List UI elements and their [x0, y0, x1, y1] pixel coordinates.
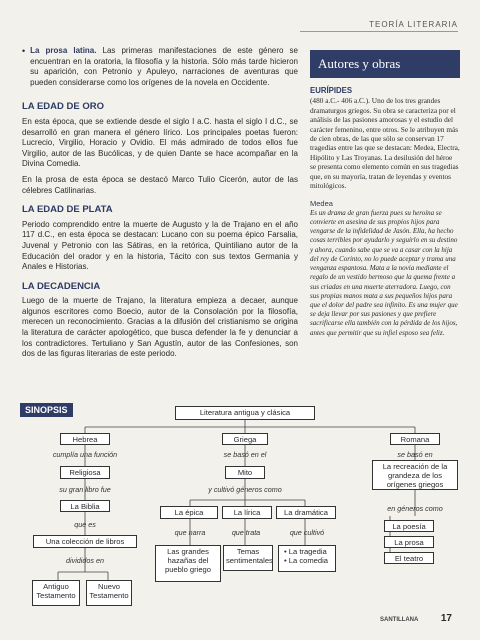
- epica-connector: que narra: [174, 528, 206, 537]
- edad-oro-paragraph-1: En esta época, que se extiende desde el siglo I a.C. hasta el siglo I d.C., se desarrolló en gran manera el género lírico. Los principales poetas fueron: Lucrecio, Virgilio, Horacio y Ovidio. El más admirado de todos ellos fue Virgilio, autor de las Bucólicas, y de quien Dante se hace acompañar en la Divina Comedia.: [22, 116, 298, 169]
- poesia-node: La poesía: [384, 520, 434, 532]
- antiguo-testamento-node: Antiguo Testamento: [32, 580, 80, 606]
- root-node: Literatura antigua y clásica: [175, 406, 315, 420]
- decadencia-paragraph: Luego de la muerte de Trajano, la literatura empieza a decaer, aunque algunos escritores como Boecio, autor de la Consolación por la filosofía, merecen un reconocimiento. Gracias a la difusión del cristianismo se origina la literatura de carácter apologético, que busca defender la fe y denunciar a los contradictores. Tertuliano y San Agustín, autor de las Confesiones, son dos de las figuras literarias de este periodo.: [22, 296, 298, 359]
- hebrea-node: Hebrea: [60, 433, 110, 445]
- medea-title: Medea: [310, 199, 333, 209]
- edad-oro-paragraph-2: En la prosa de esta época se destacó Marco Tulio Cicerón, autor de las célebres Catilinarias.: [22, 174, 298, 195]
- prosa-latina-title: La prosa latina.: [30, 46, 97, 55]
- edad-plata-paragraph: Periodo comprendido entre la muerte de Augusto y la de Trajano en el año 117 d.C., en esta época se destacan: Lucano con su poema épico Farsalia, Juvenal y Petronio con las Sátiras, en la retórica, Quintiliano autor de la Educación del orador y en la historia, Tácito con sus textos Germania y Anales e Historias.: [22, 219, 298, 272]
- hebrea-connector-1: cumplía una función: [52, 450, 118, 459]
- temas-node: Temas sentimentales: [223, 545, 273, 571]
- griega-node: Griega: [222, 433, 268, 445]
- romana-connector-2: en géneros como: [387, 504, 443, 513]
- coleccion-node: Una colección de libros: [33, 535, 137, 548]
- religiosa-node: Religiosa: [60, 466, 110, 479]
- romana-connector-1: se basó en: [397, 450, 433, 459]
- lirica-connector: que trata: [231, 528, 261, 537]
- header-rule: [300, 31, 458, 32]
- teatro-node: El teatro: [384, 552, 434, 564]
- tragedia-item: • La tragedia: [284, 547, 327, 556]
- lirica-node: La lírica: [222, 506, 272, 519]
- sinopsis-label: SINOPSIS: [20, 403, 73, 417]
- publisher-logo: SANTILLANA: [380, 617, 419, 623]
- dramatica-node: La dramática: [276, 506, 336, 519]
- prosa-latina-text: [30, 46, 298, 88]
- medea-description: Es un drama de gran fuerza pues su heroína se convierte en asesina de sus propios hijos para vengarse de la infidelidad de Jasón. Ella, ha hecho cosas terribles por ayudarlo y seguirlo en su destino y ahora, cuando sabe que se va a casar con la hija del rey de Corinto, no lo puede aceptar y trama una venganza espantosa. Mata a la novia mediante el regalo de un vestido hermoso que la quema frente a sus criadas en una muerte aterradora. Luego, con sus propias manos mata a sus pequeños hijos para que el dolor del padre sea infinito. Es una mujer que se deja llevar por sus pasiones y que prefiere sacrificarse ella también con la pérdida de los hijos, antes que permitir que su infiel esposo sea feliz.: [310, 208, 458, 337]
- biblia-node: La Biblia: [60, 500, 110, 512]
- author-description: (480 a.C.- 406 a.C.). Uno de los tres grandes dramaturgos griegos. Su obra se caracteriza por el análisis de las pasiones amorosas y el estudio del carácter femenino, entre otros. Se le atribuyen más de cien obras, de las que sólo se conservan 17 tragedias entre las que se destacan: Medea, Electra, Hipólito y Las Troyanas. La desilusión del héroe se presenta como elemento común en sus tragedias que, en su mayoría, tratan de leyendas y eventos mitológicos.: [310, 96, 460, 191]
- hebrea-connector-4: divididos en: [66, 556, 104, 565]
- main-column: [22, 46, 298, 365]
- section-title-edad-plata: LA EDAD DE PLATA: [22, 204, 113, 216]
- epica-node: La épica: [160, 506, 218, 519]
- section-title-decadencia: LA DECADENCIA: [22, 280, 101, 292]
- recreacion-node: La recreación de la grandeza de los orígenes griegos: [372, 460, 458, 490]
- mito-node: Mito: [225, 466, 265, 479]
- prosa-latina-body: Las primeras manifestaciones de este género se encuentran en la oratoria, la filosofía y la historia. Sólo más tarde hicieron su aparición, con Petronio y Apuleyo, narraciones de aventuras que pueden considerarse como los orígenes de la novela en Occidente.: [30, 46, 298, 87]
- hebrea-connector-3: que es: [74, 520, 96, 529]
- drama-types-node: [278, 545, 336, 572]
- bullet-icon: •: [22, 46, 26, 56]
- sidebar-autores: [310, 50, 460, 338]
- griega-connector-2: y cultivó géneros como: [208, 485, 282, 494]
- dramatica-connector: que cultivó: [289, 528, 325, 537]
- hazanas-node: Las grandes hazañas del pueblo griego: [155, 545, 221, 582]
- prosa-node: La prosa: [384, 536, 434, 548]
- romana-node: Romana: [390, 433, 440, 445]
- author-name: EURÍPIDES: [310, 86, 353, 95]
- nuevo-testamento-node: Nuevo Testamento: [86, 580, 132, 606]
- comedia-item: • La comedia: [284, 556, 329, 565]
- hebrea-connector-2: su gran libro fue: [59, 485, 111, 494]
- euripides-block: [310, 86, 460, 338]
- prosa-latina-item: [22, 46, 298, 93]
- autores-banner: Autores y obras: [310, 50, 460, 78]
- section-title-edad-oro: LA EDAD DE ORO: [22, 101, 104, 113]
- griega-connector-1: se basó en el: [223, 450, 267, 459]
- page-number: 17: [440, 613, 452, 624]
- section-header: TEORÍA LITERARIA: [369, 20, 458, 29]
